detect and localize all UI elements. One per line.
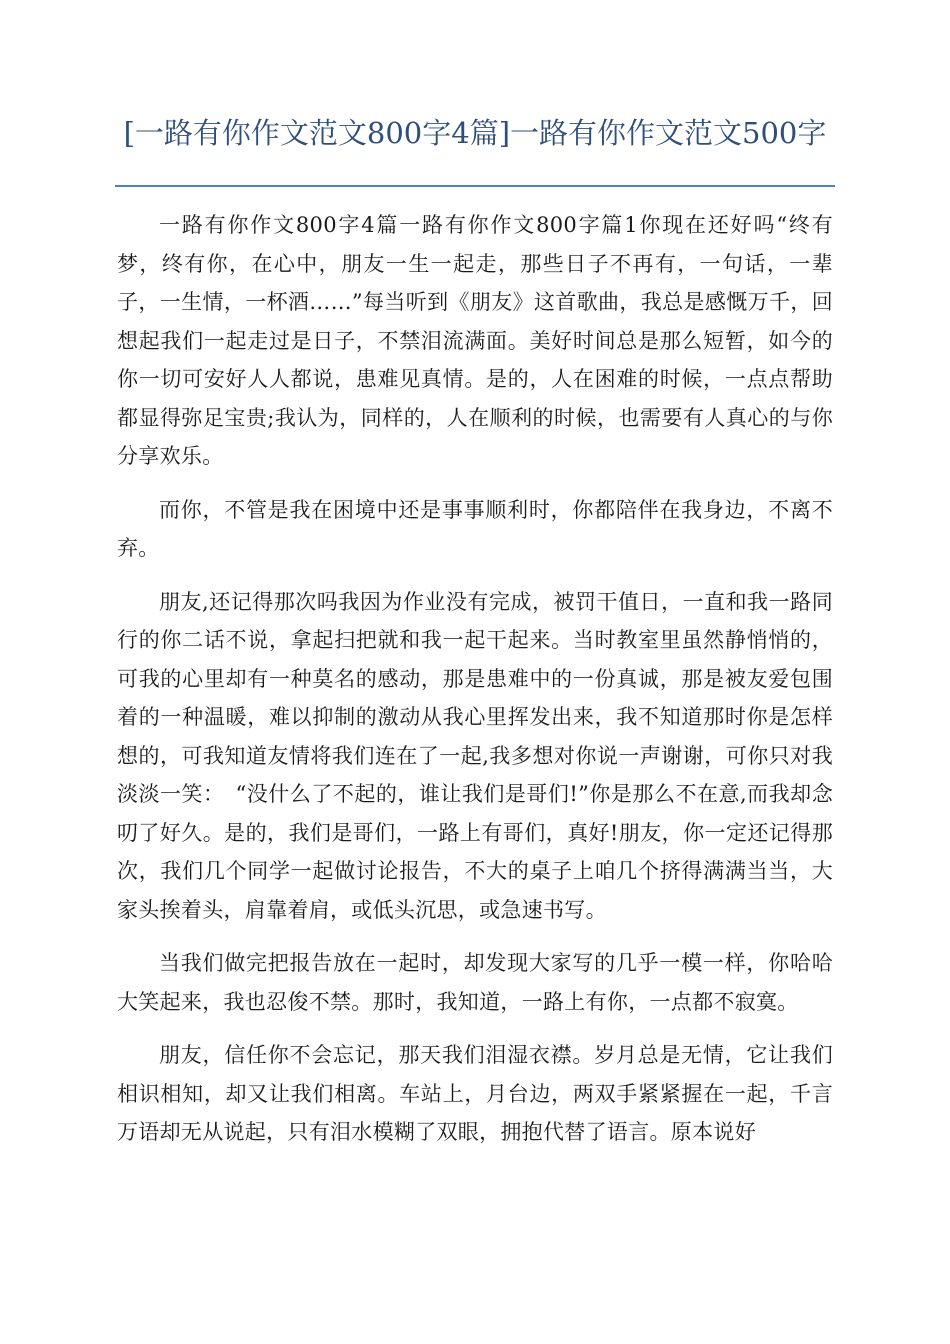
document-title: [一路有你作文范文800字4篇]一路有你作文范文500字 xyxy=(123,116,827,150)
paragraph: 朋友，信任你不会忘记，那天我们泪湿衣襟。岁月总是无情，它让我们相识相知，却又让我们相离。车站上，月台边，两双手紧紧握在一起，千言万语却无从说起，只有泪水模糊了双眼，拥抱代替了语言。原本说好 xyxy=(117,1043,833,1144)
paragraph: 朋友,还记得那次吗我因为作业没有完成，被罚干值日，一直和我一路同行的你二话不说，拿起扫把就和我一起干起来。当时教室里虽然静悄悄的，可我的心里却有一种莫名的感动，那是患难中的一份真诚，那是被友爱包围着的一种温暖，难以抑制的激动从我心里挥发出来，我不知道那时你是怎样想的，可我知道友情将我们连在了一起,我多想对你说一声谢谢，可你只对我淡淡一笑： “没什么了不起的，谁让我们是哥们!”你是那么不在意,而我却念叨了好久。是的，我们是哥们，一路上有哥们，真好!朋友，你一定还记得那次，我们几个同学一起做讨论报告，不大的桌子上咱几个挤得满满当当，大家头挨着头，肩靠着肩，或低头沉思，或急速书写。 xyxy=(117,589,833,922)
document-body xyxy=(117,206,833,1167)
title-underline xyxy=(115,185,835,187)
paragraph: 当我们做完把报告放在一起时，却发现大家写的几乎一模一样，你哈哈大笑起来，我也忍俊不禁。那时，我知道，一路上有你，一点都不寂寞。 xyxy=(117,951,833,1014)
paragraph: 一路有你作文800字4篇一路有你作文800字篇1你现在还好吗“终有梦，终有你，在心中，朋友一生一起走，那些日子不再有，一句话，一辈子，一生情，一杯酒……”每当听到《朋友》这首歌曲，我总是感慨万千，回想起我们一起走过是日子，不禁泪流满面。美好时间总是那么短暂，如今的你一切可安好人人都说，患难见真情。是的，人在困难的时候，一点点帮助都显得弥足宝贵;我认为，同样的，人在顺利的时候，也需要有人真心的与你分享欢乐。 xyxy=(117,213,833,468)
paragraph: 而你，不管是我在困境中还是事事顺利时，你都陪伴在我身边，不离不弃。 xyxy=(117,497,833,560)
